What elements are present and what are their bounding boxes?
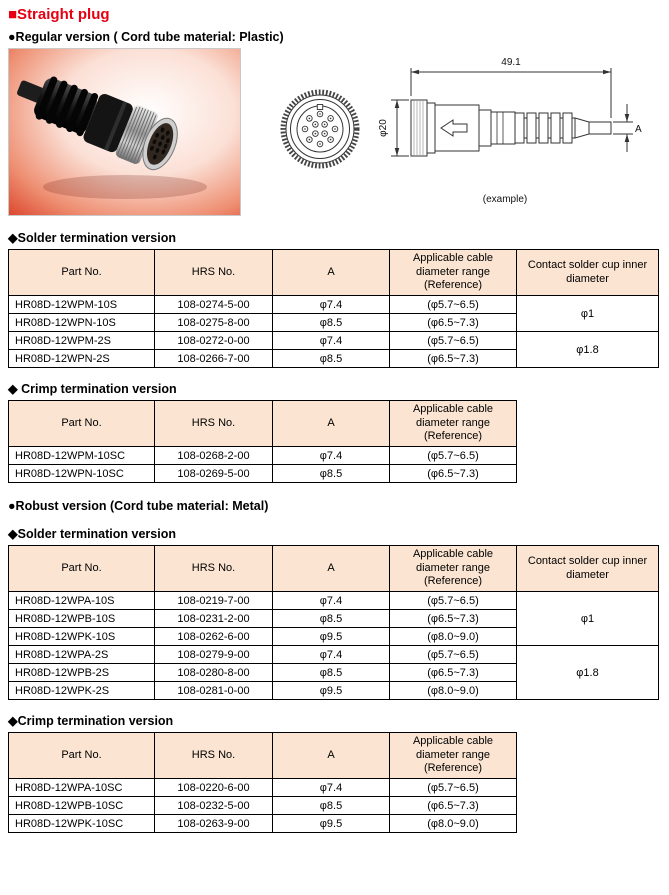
table-row (9, 815, 517, 833)
table-cell: HR08D-12WPB-10S (9, 610, 155, 628)
table-row (9, 646, 659, 664)
table-cell: HR08D-12WPM-10SC (9, 447, 155, 465)
header-row (9, 401, 517, 447)
column-header: A (273, 401, 390, 447)
table-cell: φ7.4 (273, 296, 390, 314)
table-cell: (φ6.5~7.3) (390, 797, 517, 815)
table-cell: 108-0281-0-00 (155, 682, 273, 700)
table-cell: φ8.5 (273, 314, 390, 332)
table-cell: φ7.4 (273, 592, 390, 610)
front-view-illustration (275, 84, 365, 174)
table-cell: HR08D-12WPN-10S (9, 314, 155, 332)
column-header: A (273, 250, 390, 296)
table-cell: HR08D-12WPK-2S (9, 682, 155, 700)
table-cell: HR08D-12WPA-2S (9, 646, 155, 664)
column-header: Applicable cable diameter range (Reference) (390, 250, 517, 296)
table-cell: φ9.5 (273, 628, 390, 646)
column-header: Part No. (9, 733, 155, 779)
column-header: HRS No. (155, 250, 273, 296)
table-row (9, 797, 517, 815)
column-header: Applicable cable diameter range (Reference) (390, 733, 517, 779)
column-header: Part No. (9, 401, 155, 447)
column-header: Part No. (9, 250, 155, 296)
solder-robust-table (8, 545, 659, 700)
table-cell: 108-0275-8-00 (155, 314, 273, 332)
diameter-dim-label: φ20 (378, 119, 389, 137)
page-title: ■Straight plug (8, 6, 110, 23)
figures-row (8, 48, 661, 217)
column-header: HRS No. (155, 733, 273, 779)
table-row (9, 296, 659, 314)
column-header: A (273, 733, 390, 779)
table-cell: (φ6.5~7.3) (390, 465, 517, 483)
solder-cup-diameter-cell: φ1.8 (517, 332, 659, 368)
table-cell: 108-0231-2-00 (155, 610, 273, 628)
column-header: HRS No. (155, 546, 273, 592)
front-view-drawing (275, 84, 365, 179)
table-cell: (φ6.5~7.3) (390, 664, 517, 682)
table-cell: 108-0263-9-00 (155, 815, 273, 833)
crimp-robust-heading: ◆Crimp termination version (8, 714, 174, 728)
table-cell: HR08D-12WPB-2S (9, 664, 155, 682)
table-cell: φ8.5 (273, 610, 390, 628)
table-cell: (φ6.5~7.3) (390, 314, 517, 332)
table-cell: φ8.5 (273, 797, 390, 815)
header-row (9, 250, 659, 296)
crimp-regular-heading: ◆ Crimp termination version (8, 382, 177, 396)
table-cell: φ7.4 (273, 332, 390, 350)
table-cell: 108-0268-2-00 (155, 447, 273, 465)
column-header: Applicable cable diameter range (Reference) (390, 546, 517, 592)
table-cell: (φ5.7~6.5) (390, 296, 517, 314)
table-cell: φ7.4 (273, 447, 390, 465)
robust-version-heading: ●Robust version (Cord tube material: Metal) (8, 499, 269, 513)
table-cell: (φ5.7~6.5) (390, 332, 517, 350)
solder-robust-heading: ◆Solder termination version (8, 527, 176, 541)
table-cell: HR08D-12WPM-10S (9, 296, 155, 314)
table-cell: HR08D-12WPK-10S (9, 628, 155, 646)
table-cell: 108-0232-5-00 (155, 797, 273, 815)
example-caption: (example) (482, 194, 528, 205)
table-cell: HR08D-12WPM-2S (9, 332, 155, 350)
table-row (9, 447, 517, 465)
table-cell: HR08D-12WPA-10S (9, 592, 155, 610)
table-cell: φ8.5 (273, 465, 390, 483)
crimp-regular-table (8, 400, 517, 483)
dimension-drawing-illustration (375, 50, 647, 212)
column-header: Contact solder cup inner diameter (517, 546, 659, 592)
table-row (9, 332, 659, 350)
table-cell: (φ8.0~9.0) (390, 815, 517, 833)
table-cell: HR08D-12WPB-10SC (9, 797, 155, 815)
table-cell: 108-0262-6-00 (155, 628, 273, 646)
table-cell: 108-0266-7-00 (155, 350, 273, 368)
table-cell: (φ6.5~7.3) (390, 610, 517, 628)
column-header: HRS No. (155, 401, 273, 447)
table-cell: φ9.5 (273, 815, 390, 833)
header-row (9, 546, 659, 592)
table-cell: 108-0219-7-00 (155, 592, 273, 610)
overall-length-dim-label: 49.1 (501, 57, 521, 68)
table-row (9, 592, 659, 610)
table-cell: φ8.5 (273, 350, 390, 368)
regular-version-heading: ●Regular version ( Cord tube material: Plastic) (8, 30, 284, 44)
table-row (9, 779, 517, 797)
table-cell: HR08D-12WPN-2S (9, 350, 155, 368)
table-cell: φ9.5 (273, 682, 390, 700)
solder-cup-diameter-cell: φ1 (517, 296, 659, 332)
table-cell: 108-0272-0-00 (155, 332, 273, 350)
column-header: Applicable cable diameter range (Reference) (390, 401, 517, 447)
table-cell: φ7.4 (273, 779, 390, 797)
solder-regular-heading: ◆Solder termination version (8, 231, 176, 245)
dimension-drawing (375, 50, 647, 217)
table-cell: φ8.5 (273, 664, 390, 682)
solder-cup-diameter-cell: φ1.8 (517, 646, 659, 700)
table-cell: HR08D-12WPA-10SC (9, 779, 155, 797)
table-cell: (φ5.7~6.5) (390, 592, 517, 610)
table-cell: 108-0279-9-00 (155, 646, 273, 664)
table-cell: (φ5.7~6.5) (390, 447, 517, 465)
table-cell: (φ5.7~6.5) (390, 779, 517, 797)
crimp-robust-table (8, 732, 517, 833)
header-row (9, 733, 517, 779)
column-header: Part No. (9, 546, 155, 592)
cable-dim-label: A (635, 124, 642, 135)
product-photo-illustration (9, 49, 240, 215)
table-cell: 108-0269-5-00 (155, 465, 273, 483)
table-cell: (φ6.5~7.3) (390, 350, 517, 368)
column-header: Contact solder cup inner diameter (517, 250, 659, 296)
table-cell: (φ8.0~9.0) (390, 628, 517, 646)
solder-regular-table (8, 249, 659, 368)
table-cell: HR08D-12WPK-10SC (9, 815, 155, 833)
solder-cup-diameter-cell: φ1 (517, 592, 659, 646)
table-row (9, 465, 517, 483)
table-cell: 108-0274-5-00 (155, 296, 273, 314)
table-cell: HR08D-12WPN-10SC (9, 465, 155, 483)
table-cell: (φ8.0~9.0) (390, 682, 517, 700)
table-cell: 108-0220-6-00 (155, 779, 273, 797)
product-photo (8, 48, 241, 216)
column-header: A (273, 546, 390, 592)
table-cell: φ7.4 (273, 646, 390, 664)
table-cell: (φ5.7~6.5) (390, 646, 517, 664)
table-cell: 108-0280-8-00 (155, 664, 273, 682)
